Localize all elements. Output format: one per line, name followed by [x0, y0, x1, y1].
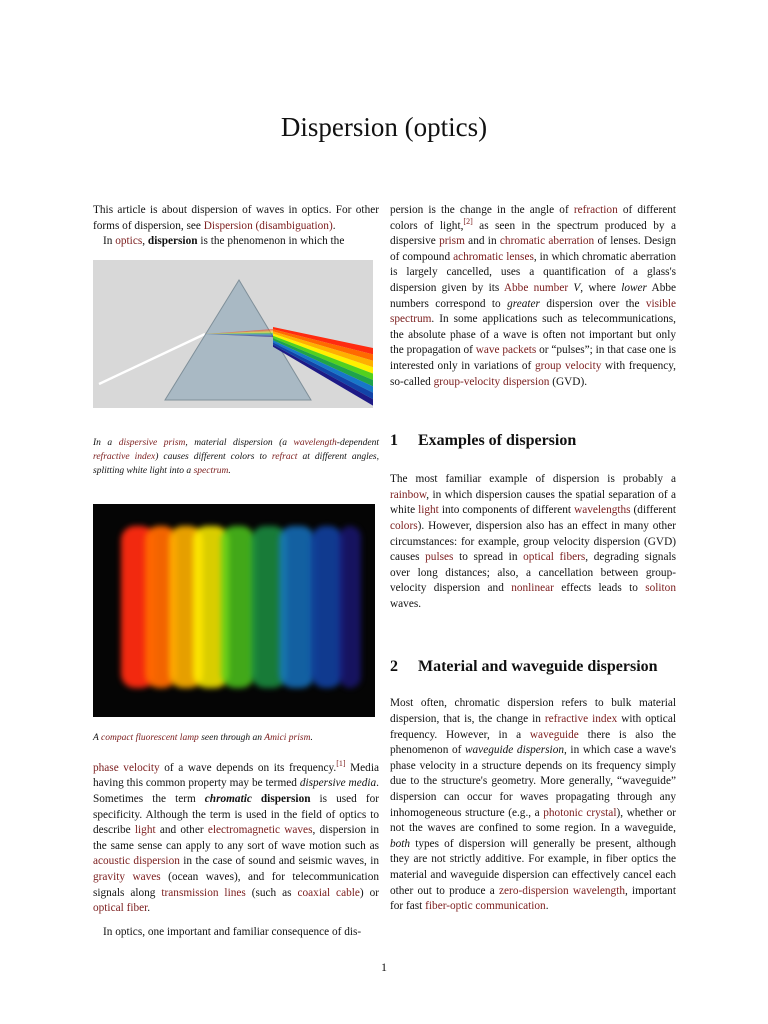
- text-run: Abbe numbers correspond to: [390, 281, 677, 310]
- text-run: V: [573, 281, 581, 294]
- text-run: with frequency, so-called: [390, 359, 676, 388]
- inline-link[interactable]: chromatic aberration: [499, 235, 595, 248]
- examples-paragraph: [390, 472, 676, 612]
- text-run: (GVD).: [549, 375, 588, 388]
- inline-link[interactable]: coaxial cable: [297, 886, 360, 899]
- text-run: Most often, chromatic dispersion refers to bulk material dispersion, that is, the change in: [390, 697, 676, 726]
- text-run: dispersion: [147, 235, 198, 248]
- inline-link[interactable]: rainbow: [390, 488, 427, 501]
- inline-link[interactable]: prism: [439, 235, 465, 248]
- text-run: of different colors of light,: [390, 204, 677, 232]
- lamp-spectrum-band: [221, 526, 255, 688]
- text-run: waves.: [390, 597, 422, 610]
- text-run: . In some applications such as telecommunications, the absolute phase of a wave is often not important but only the propagation of: [390, 313, 676, 357]
- text-run: Media having this common property may be termed: [93, 761, 379, 790]
- text-run: effects leads to: [553, 582, 646, 595]
- inline-link[interactable]: light: [134, 824, 156, 837]
- text-run: (such as: [245, 886, 298, 899]
- hatnote: [93, 203, 379, 234]
- inline-link[interactable]: optical fibers: [523, 551, 586, 564]
- inline-link[interactable]: nonlinear: [511, 582, 554, 595]
- text-run: .: [310, 732, 313, 743]
- text-run: , in which dispersion causes the spatial separation of a white: [390, 488, 676, 517]
- text-run: , in which chromatic aberration is largely cancelled, uses a quantification of a glass's dispersion given by its: [390, 250, 676, 294]
- text-run: with optical frequency. However, in a: [390, 713, 676, 741]
- refraction-paragraph: [390, 203, 676, 390]
- waveguide-paragraph: [390, 696, 676, 914]
- inline-link[interactable]: spectrum: [193, 465, 229, 476]
- text-run: or “pulses”; in that case one is interested only in variations of: [390, 344, 676, 372]
- inline-link[interactable]: acoustic dispersion: [93, 855, 180, 868]
- text-run: there is also the phenomenon of: [390, 728, 676, 757]
- section-1-heading: [390, 430, 676, 452]
- text-run: .: [545, 900, 549, 913]
- inline-link[interactable]: electromagnetic waves: [207, 824, 313, 837]
- text-run: and other: [155, 824, 208, 837]
- text-run: In a: [93, 437, 119, 448]
- text-run: lower: [621, 281, 647, 294]
- text-run: as seen in the spectrum produced by a dispersive: [390, 219, 676, 248]
- section-1-number: 1: [390, 432, 398, 450]
- text-run: ,: [142, 235, 148, 248]
- text-run: , where: [580, 281, 622, 294]
- inline-link[interactable]: light: [418, 504, 439, 517]
- inline-link[interactable]: group velocity: [534, 359, 602, 372]
- page-title: Dispersion (optics): [280, 112, 488, 142]
- inline-link[interactable]: waveguide: [529, 728, 579, 741]
- inline-link[interactable]: visible spectrum: [390, 297, 676, 326]
- inline-link[interactable]: optical fiber: [93, 902, 148, 915]
- section-2-title: Material and waveguide dispersion: [418, 658, 658, 676]
- text-run: dispersion: [251, 792, 311, 805]
- text-run: of a wave depends on its frequency.: [159, 761, 337, 774]
- inline-link[interactable]: Dispersion (disambiguation): [203, 219, 333, 232]
- inline-link[interactable]: colors: [390, 519, 418, 532]
- inline-link[interactable]: refractive index: [544, 713, 618, 726]
- prism-figure: [93, 260, 373, 408]
- text-run: dispersion over the: [539, 297, 646, 310]
- text-run: , important for fast: [390, 884, 676, 913]
- inline-link[interactable]: dispersive prism: [118, 437, 186, 448]
- text-run: waveguide dispersion: [465, 744, 564, 757]
- text-run: dispersive media: [299, 777, 377, 790]
- inline-link[interactable]: fiber-optic communication: [425, 900, 546, 913]
- text-run: , degrading signals over long distances; also, a cancellation between group-velocity dispersion and: [390, 551, 676, 595]
- inline-link[interactable]: soliton: [645, 582, 676, 595]
- inline-link[interactable]: achromatic lenses: [453, 250, 534, 263]
- text-run: A: [93, 732, 102, 743]
- citation-link[interactable]: [2]: [463, 216, 473, 226]
- text-run: at different angles, splitting white light into a: [93, 451, 379, 476]
- text-run: In: [103, 235, 116, 248]
- section-2-heading: [390, 656, 676, 678]
- inline-link[interactable]: pulses: [425, 551, 454, 564]
- text-run: -dependent: [336, 437, 379, 448]
- inline-link[interactable]: Abbe number: [503, 281, 569, 294]
- right-column: [390, 203, 676, 915]
- section-1-title: Examples of dispersion: [418, 432, 577, 450]
- inline-link[interactable]: compact fluorescent lamp: [101, 732, 199, 743]
- citation-link[interactable]: [1]: [336, 759, 346, 769]
- text-run: is the phenomenon in which the: [197, 235, 345, 248]
- text-run: ) causes different colors to: [155, 451, 272, 462]
- text-run: (ocean waves), and for telecommunication signals along: [93, 870, 379, 899]
- continuation-paragraph: [93, 761, 379, 917]
- text-run: , material dispersion (a: [185, 437, 294, 448]
- text-run: seen through an: [198, 732, 265, 743]
- inline-link[interactable]: zero-dispersion wavelength: [499, 884, 625, 897]
- text-run: chromatic: [204, 792, 252, 805]
- text-run: to spread in: [453, 551, 524, 564]
- text-run: .: [332, 219, 336, 232]
- text-run: types of dispersion will generally be present, although they are not strictly additive. For example, in fiber optics the material and waveguide dispersion can effectively cancel each other out to produce a: [390, 837, 676, 897]
- inline-link[interactable]: wavelengths: [574, 504, 631, 517]
- inline-link[interactable]: gravity waves: [93, 870, 161, 883]
- section-2-number: 2: [390, 658, 398, 676]
- inline-link[interactable]: optics: [115, 235, 143, 248]
- text-run: , dispersion in the same sense can apply to any sort of wave motion such as: [93, 824, 379, 852]
- text-run: ), whether or not the waves are confined to some region. In a waveguide,: [390, 806, 676, 835]
- lamp-spectrum-figure: [93, 504, 375, 717]
- inline-link[interactable]: refraction: [573, 204, 618, 216]
- lamp-caption: [93, 731, 379, 745]
- inline-link[interactable]: group-velocity dispersion: [433, 375, 550, 388]
- lamp-spectrum-band: [279, 526, 315, 688]
- text-run: .: [228, 465, 231, 476]
- text-run: The most familiar example of dispersion is probably a: [390, 473, 676, 486]
- text-run: persion is the change in the angle of: [390, 204, 574, 216]
- inline-link[interactable]: wavelength: [293, 437, 337, 448]
- text-run: .: [147, 902, 151, 915]
- lamp-spectrum-band: [339, 526, 361, 688]
- intro-paragraph: [93, 234, 379, 250]
- final-paragraph: [93, 925, 379, 941]
- left-column: [93, 203, 379, 940]
- text-run: This article is about dispersion of waves in optics. For other forms of dispersion, see: [93, 204, 379, 232]
- prism-caption: [93, 436, 379, 478]
- text-run: In optics, one important and familiar consequence of dis-: [103, 925, 362, 938]
- text-run: ) or: [359, 886, 380, 899]
- inline-link[interactable]: photonic crystal: [543, 806, 617, 819]
- text-run: both: [390, 837, 411, 850]
- inline-link[interactable]: refractive index: [93, 451, 156, 462]
- text-run: . Sometimes the term: [93, 777, 379, 805]
- inline-link[interactable]: wave packets: [475, 344, 537, 357]
- text-run: is used for specificity. Although the term is used in the field of optics to describe: [93, 792, 379, 837]
- text-run: in the case of sound and seismic waves, in: [179, 855, 380, 868]
- inline-link[interactable]: phase velocity: [93, 761, 160, 774]
- text-run: and in: [464, 235, 500, 248]
- text-run: ). However, dispersion also has an effect in many other circumstances: for example, group velocity dispersion (GVD) causes: [390, 519, 676, 564]
- text-run: into components of different: [438, 504, 575, 517]
- text-run: of lenses. Design of compound: [390, 235, 676, 263]
- text-run: (different: [630, 504, 676, 517]
- inline-link[interactable]: transmission lines: [161, 886, 246, 899]
- inline-link[interactable]: Amici prism: [264, 732, 311, 743]
- inline-link[interactable]: refract: [271, 451, 298, 462]
- text-run: greater: [507, 297, 540, 310]
- prism-illustration: [93, 260, 373, 408]
- text-run: , in which case a wave's phase velocity in a structure depends on its frequency simply due to the structure's geometry. More generally, “waveguide” dispersion can occur for waves propagating through any inhomogeneous structure (e.g., a: [390, 744, 676, 819]
- page-number: 1: [381, 960, 387, 974]
